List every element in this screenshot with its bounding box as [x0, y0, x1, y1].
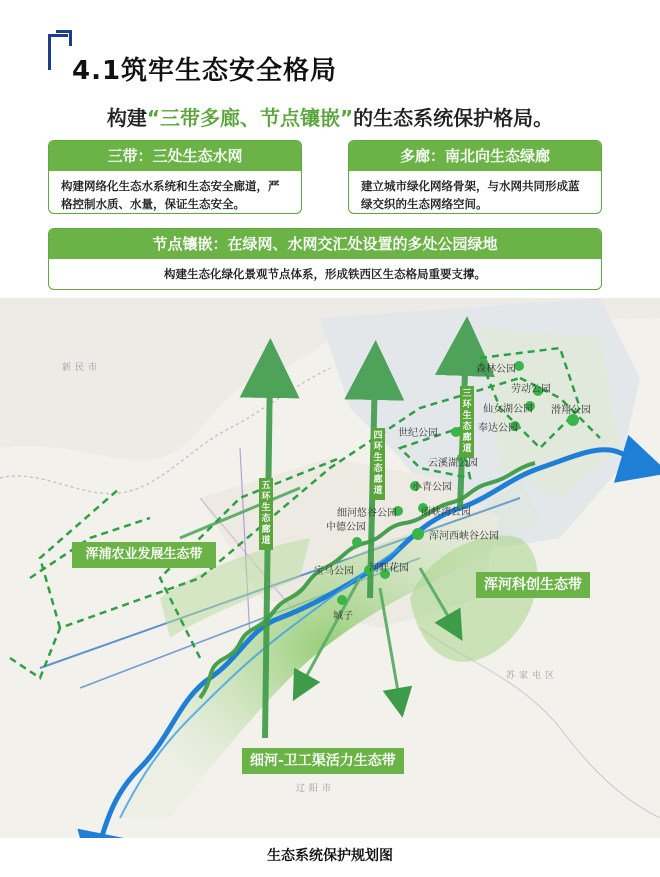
corridor-three-ring-label: 三环生态廊道 — [460, 386, 474, 458]
subtitle-post: 的生态系统保护格局。 — [353, 106, 554, 130]
park-label-fengda: 奉达公园 — [478, 423, 518, 434]
place-xinmin: 新民市 — [62, 363, 102, 373]
corridor-four-ring-label: 四环生态廊道 — [371, 428, 385, 500]
park-label-xiannvhu: 仙女湖公园 — [483, 404, 533, 415]
page-title: 4.1筑牢生态安全格局 — [72, 56, 338, 86]
park-label-xiaoqing: 小青公园 — [412, 482, 452, 493]
corridor-five-ring-label: 五环生态廊道 — [259, 478, 273, 550]
park-label-senlin: 森林公园 — [476, 364, 516, 375]
park-label-yuxiawan: 雨峡湾公园 — [421, 507, 471, 518]
subtitle-pre: 构建 — [106, 106, 147, 130]
park-label-xiheyougu: 细河悠谷公园 — [337, 508, 397, 519]
card-sandai — [48, 140, 302, 214]
park-label-laodong: 劳动公园 — [511, 384, 551, 395]
park-label-chengzi: 城子 — [333, 611, 353, 622]
card-sandai-title: 三带：三处生态水网 — [49, 141, 301, 171]
card-duolang-title: 多廊：南北向生态绿廊 — [349, 141, 601, 171]
belt-label-xihe-weigongqu: 细河-卫工渠活力生态带 — [242, 748, 404, 774]
park-label-hunhexixiagu: 浑河西峡谷公园 — [429, 531, 499, 542]
card-jiedian-title: 节点镶嵌：在绿网、水网交汇处设置的多处公园绿地 — [49, 229, 601, 259]
park-label-yunxihu: 云溪湖公园 — [428, 458, 478, 469]
place-sujiatun: 苏家屯区 — [506, 671, 559, 681]
park-label-hepanhuayuan: 河畔花园 — [369, 563, 409, 574]
subtitle — [0, 102, 660, 131]
subtitle-highlight: “三带多廊、节点镶嵌” — [146, 106, 354, 130]
title-frame-corner — [56, 30, 72, 46]
map-caption: 生态系统保护规划图 — [267, 848, 393, 864]
ecological-map — [0, 298, 660, 838]
belt-label-hunhe-kechuang: 浑河科创生态带 — [476, 572, 590, 598]
card-sandai-body: 构建网络化生态水系统和生态安全廊道，严格控制水质、水量，保证生态安全。 — [61, 179, 280, 211]
card-jiedian-body: 构建生态化绿化景观节点体系，形成铁西区生态格局重要支撑。 — [164, 267, 486, 281]
card-duolang — [348, 140, 602, 214]
park-label-zhongde: 中德公园 — [326, 522, 366, 533]
card-duolang-body: 建立城市绿化网络骨架，与水网共同形成蓝绿交织的生态网络空间。 — [361, 179, 580, 211]
place-liaoyang: 辽阳市 — [296, 784, 336, 794]
park-label-shiji: 世纪公园 — [398, 428, 438, 439]
belt-label-hunpu: 浑浦农业发展生态带 — [72, 542, 216, 568]
park-label-baoma: 宝马公园 — [314, 566, 354, 577]
park-label-huaxiang: 滑翔公园 — [551, 405, 591, 416]
card-jiedian — [48, 228, 602, 290]
